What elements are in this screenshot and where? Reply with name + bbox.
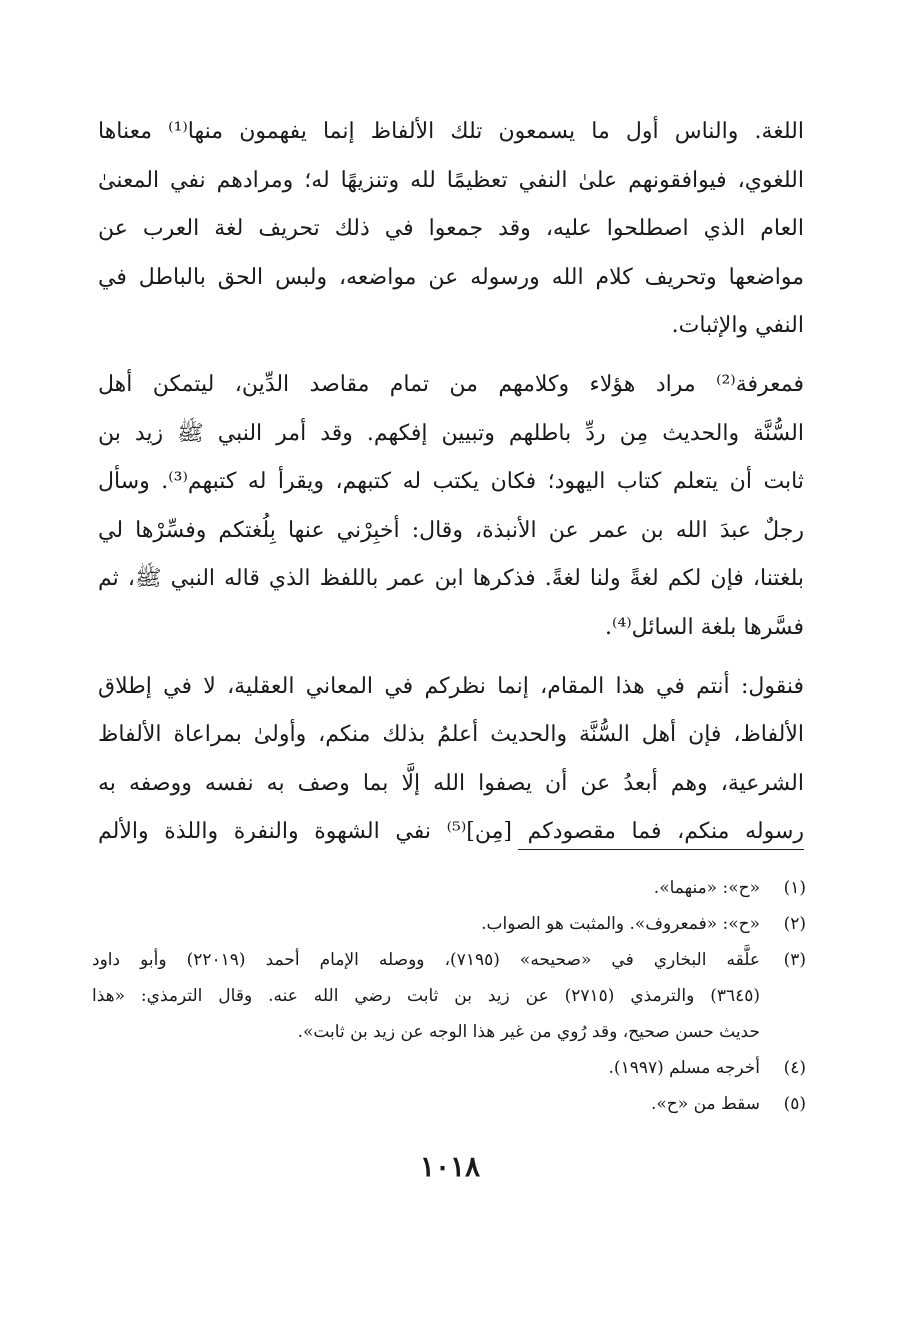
footnote-number: (١) (783, 878, 806, 898)
footnote-3 (92, 942, 806, 978)
footnote-text: «ح»: «منهما». (653, 878, 760, 898)
footnote-4 (92, 1050, 806, 1086)
text-line: اللغوي، فيوافقونهم علىٰ النفي تعظيمًا لله وتنزيهًا له؛ ومرادهم نفي المعنىٰ (98, 167, 804, 193)
text-line: اللغة. والناس أول ما يسمعون تلك الألفاظ إنما يفهمون منها⁽¹⁾ معناها (98, 119, 804, 144)
paragraph-3 (98, 663, 804, 857)
footnote-5 (92, 1086, 806, 1122)
text-line: العام الذي اصطلحوا عليه، وقد جمعوا في ذلك تحريف لغة العرب عن (98, 216, 804, 242)
footnote-number: (٥) (783, 1094, 806, 1114)
text-line: رسوله منكم، فما مقصودكم [مِن]⁽⁵⁾ نفي الشهوة والنفرة واللذة والألم (98, 819, 805, 845)
footnote-1 (92, 870, 806, 906)
footnote-3-continued: حديث حسن صحيح، وقد رُوي من غير هذا الوجه عن زيد بن ثابت». (297, 1022, 760, 1042)
footnotes (92, 870, 806, 1122)
footnote-number: (٤) (783, 1058, 806, 1078)
footnote-text: علَّقه البخاري في «صحيحه» (٧١٩٥)، ووصله الإمام أحمد (٢٢٠١٩) وأبو داود (92, 950, 760, 970)
text-line: فسَّرها بلغة السائل⁽⁴⁾. (605, 614, 804, 640)
footnote-3-continued: (٣٦٤٥) والترمذي (٢٧١٥) عن زيد بن ثابت رضي الله عنه. وقال الترمذي: «هذا (92, 986, 761, 1006)
footnote-number: (٣) (783, 950, 806, 970)
text-line: الألفاظ، فإن أهل السُّنَّة والحديث أعلمُ بذلك منكم، وأولىٰ بمراعاة الألفاظ (98, 722, 804, 748)
text-line: ثابت أن يتعلم كتاب اليهود؛ فكان يكتب له كتبهم، ويقرأ له كتبهم⁽³⁾. وسأل (98, 469, 804, 495)
text-line: النفي والإثبات. (671, 313, 804, 339)
footnote-separator (518, 849, 804, 850)
footnote-2 (92, 906, 806, 942)
text-line: مواضعها وتحريف كلام الله ورسوله عن مواضعه، ولبس الحق بالباطل في (98, 264, 804, 290)
text-line: السُّنَّة والحديث مِن ردِّ باطلهم وتبيين إفكهم. وقد أمر النبي ﷺ زيد بن (98, 420, 804, 446)
text-line: فنقول: أنتم في هذا المقام، إنما نظركم في المعاني العقلية، لا في إطلاق (98, 673, 804, 699)
text-line: بلغتنا، فإن لكم لغةً ولنا لغةً. فذكرها ابن عمر باللفظ الذي قاله النبي ﷺ، ثم (98, 566, 804, 592)
paragraph-1 (98, 108, 804, 351)
footnote-text: سقط من «ح». (650, 1094, 760, 1114)
footnote-text: «ح»: «فمعروف». والمثبت هو الصواب. (481, 914, 760, 934)
footnote-number: (٢) (783, 914, 806, 934)
page-number: ١٠١٨ (419, 1150, 481, 1183)
main-text (98, 108, 804, 857)
text-line: رجلٌ عبدَ الله بن عمر عن الأنبذة، وقال: أخبِرْني عنها بِلُغتكم وفسِّرْها لي (98, 517, 804, 543)
footnote-text: أخرجه مسلم (١٩٩٧). (608, 1058, 760, 1078)
text-line: فمعرفة⁽²⁾ مراد هؤلاء وكلامهم من تمام مقاصد الدِّين، ليتمكن أهل (98, 371, 804, 397)
text-line: الشرعية، وهم أبعدُ عن أن يصفوا الله إلَّا بما وصف به نفسه ووصفه به (98, 770, 804, 796)
paragraph-2 (98, 361, 804, 653)
